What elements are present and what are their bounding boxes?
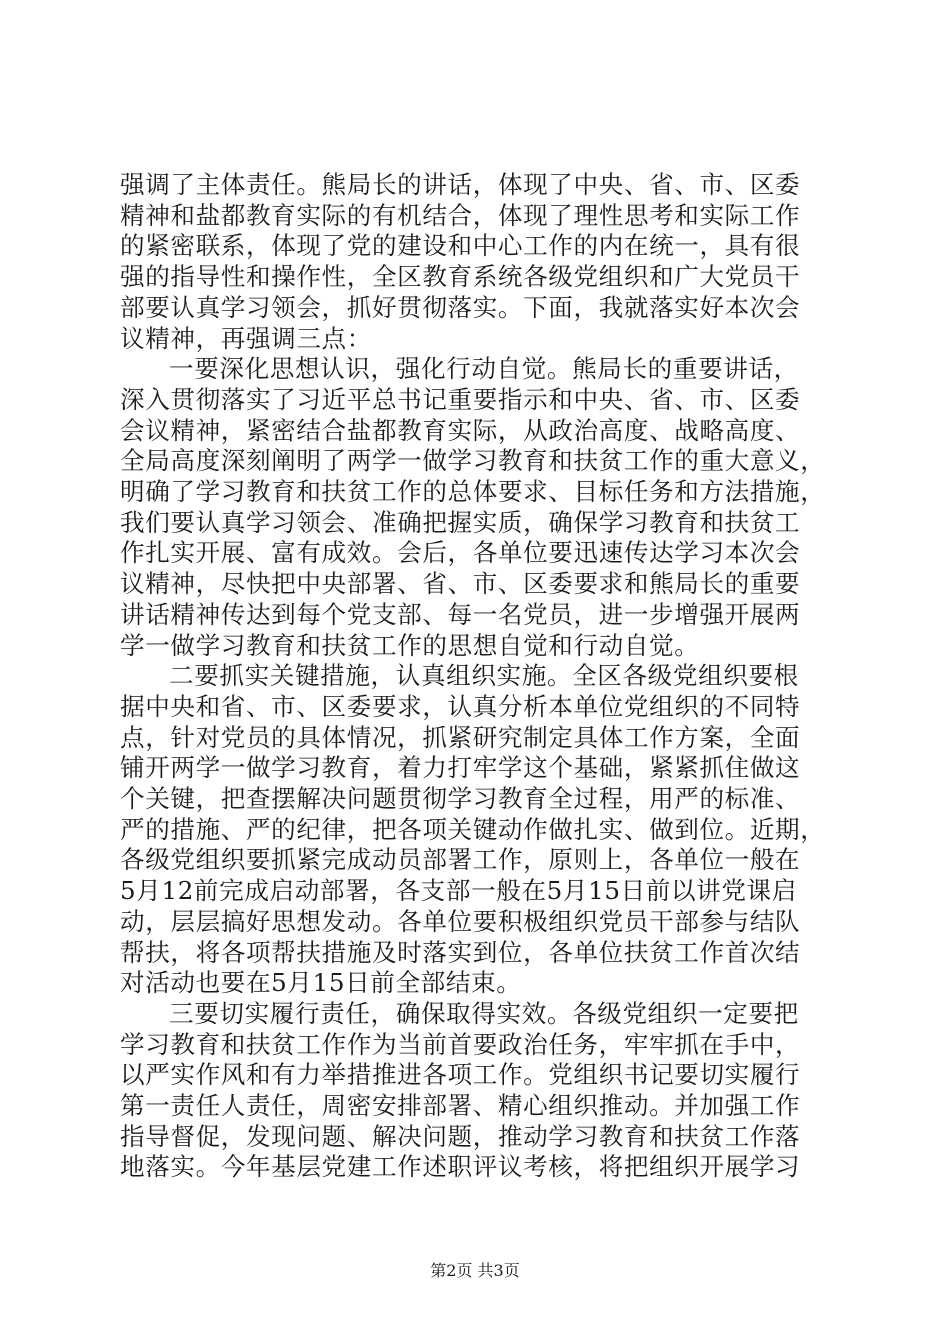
text-line: 各级党组织要抓紧完成动员部署工作，原则上，各单位一般在 — [120, 845, 801, 875]
text-line: 严的措施、严的纪律，把各项关键动作做扎实、做到位。近期， — [120, 814, 826, 844]
text-line: 强的指导性和操作性，全区教育系统各级党组织和广大党员干 — [120, 262, 801, 292]
text-line: 5月12前完成启动部署，各支部一般在5月15日前以讲党课启 — [120, 876, 797, 906]
text-line: 以严实作风和有力举措推进各项工作。党组织书记要切实履行 — [120, 1060, 801, 1090]
page-footer: 第2页 共3页 — [430, 1261, 520, 1280]
paragraph-first-line: 二要抓实关键措施，认真组织实施。全区各级党组织要根 — [169, 661, 799, 691]
text-line: 我们要认真学习领会、准确把握实质，确保学习教育和扶贫工 — [120, 507, 801, 537]
text-line: 明确了学习教育和扶贫工作的总体要求、目标任务和方法措施， — [120, 477, 826, 506]
text-line: 铺开两学一做学习教育，着力打牢学这个基础，紧紧抓住做这 — [120, 753, 801, 783]
text-line: 学习教育和扶贫工作作为当前首要政治任务，牢牢抓在手中， — [120, 1029, 801, 1059]
text-line: 个关键，把查摆解决问题贯彻学习教育全过程，用严的标准、 — [120, 784, 801, 813]
text-line: 点，针对党员的具体情况，抓紧研究制定具体工作方案，全面 — [120, 722, 801, 752]
text-line: 议精神，尽快把中央部署、省、市、区委要求和熊局长的重要 — [120, 569, 801, 599]
text-line: 强调了主体责任。熊局长的讲话，体现了中央、省、市、区委 — [120, 170, 801, 199]
paragraph-first-line: 三要切实履行责任，确保取得实效。各级党组织一定要把 — [169, 998, 799, 1028]
text-line: 部要认真学习领会，抓好贯彻落实。下面，我就落实好本次会 — [120, 292, 801, 322]
paragraph-first-line: 一要深化思想认识，强化行动自觉。熊局长的重要讲话， — [169, 354, 799, 384]
text-line: 深入贯彻落实了习近平总书记重要指示和中央、省、市、区委 — [120, 384, 801, 414]
text-line: 作扎实开展、富有成效。会后，各单位要迅速传达学习本次会 — [120, 538, 801, 568]
text-line: 据中央和省、市、区委要求，认真分析本单位党组织的不同特 — [120, 691, 801, 721]
text-line: 议精神，再强调三点： — [120, 323, 372, 353]
text-line: 精神和盐都教育实际的有机结合，体现了理性思考和实际工作 — [120, 200, 801, 230]
text-line: 讲话精神传达到每个党支部、每一名党员，进一步增强开展两 — [120, 599, 801, 629]
text-line: 动，层层搞好思想发动。各单位要积极组织党员干部参与结队 — [120, 906, 801, 936]
text-line: 地落实。今年基层党建工作述职评议考核，将把组织开展学习 — [120, 1152, 801, 1182]
text-line: 第一责任人责任，周密安排部署、精心组织推动。并加强工作 — [120, 1091, 801, 1120]
text-line: 学一做学习教育和扶贫工作的思想自觉和行动自觉。 — [120, 630, 700, 660]
text-line: 指导督促，发现问题、解决问题，推动学习教育和扶贫工作落 — [120, 1121, 801, 1151]
text-line: 会议精神，紧密结合盐都教育实际，从政治高度、战略高度、 — [120, 415, 801, 445]
text-line: 帮扶，将各项帮扶措施及时落实到位，各单位扶贫工作首次结 — [120, 937, 801, 967]
text-line: 的紧密联系，体现了党的建设和中心工作的内在统一，具有很 — [120, 231, 801, 261]
text-line: 对活动也要在5月15日前全部结束。 — [120, 968, 522, 998]
text-line: 全局高度深刻阐明了两学一做学习教育和扶贫工作的重大意义， — [120, 446, 826, 476]
